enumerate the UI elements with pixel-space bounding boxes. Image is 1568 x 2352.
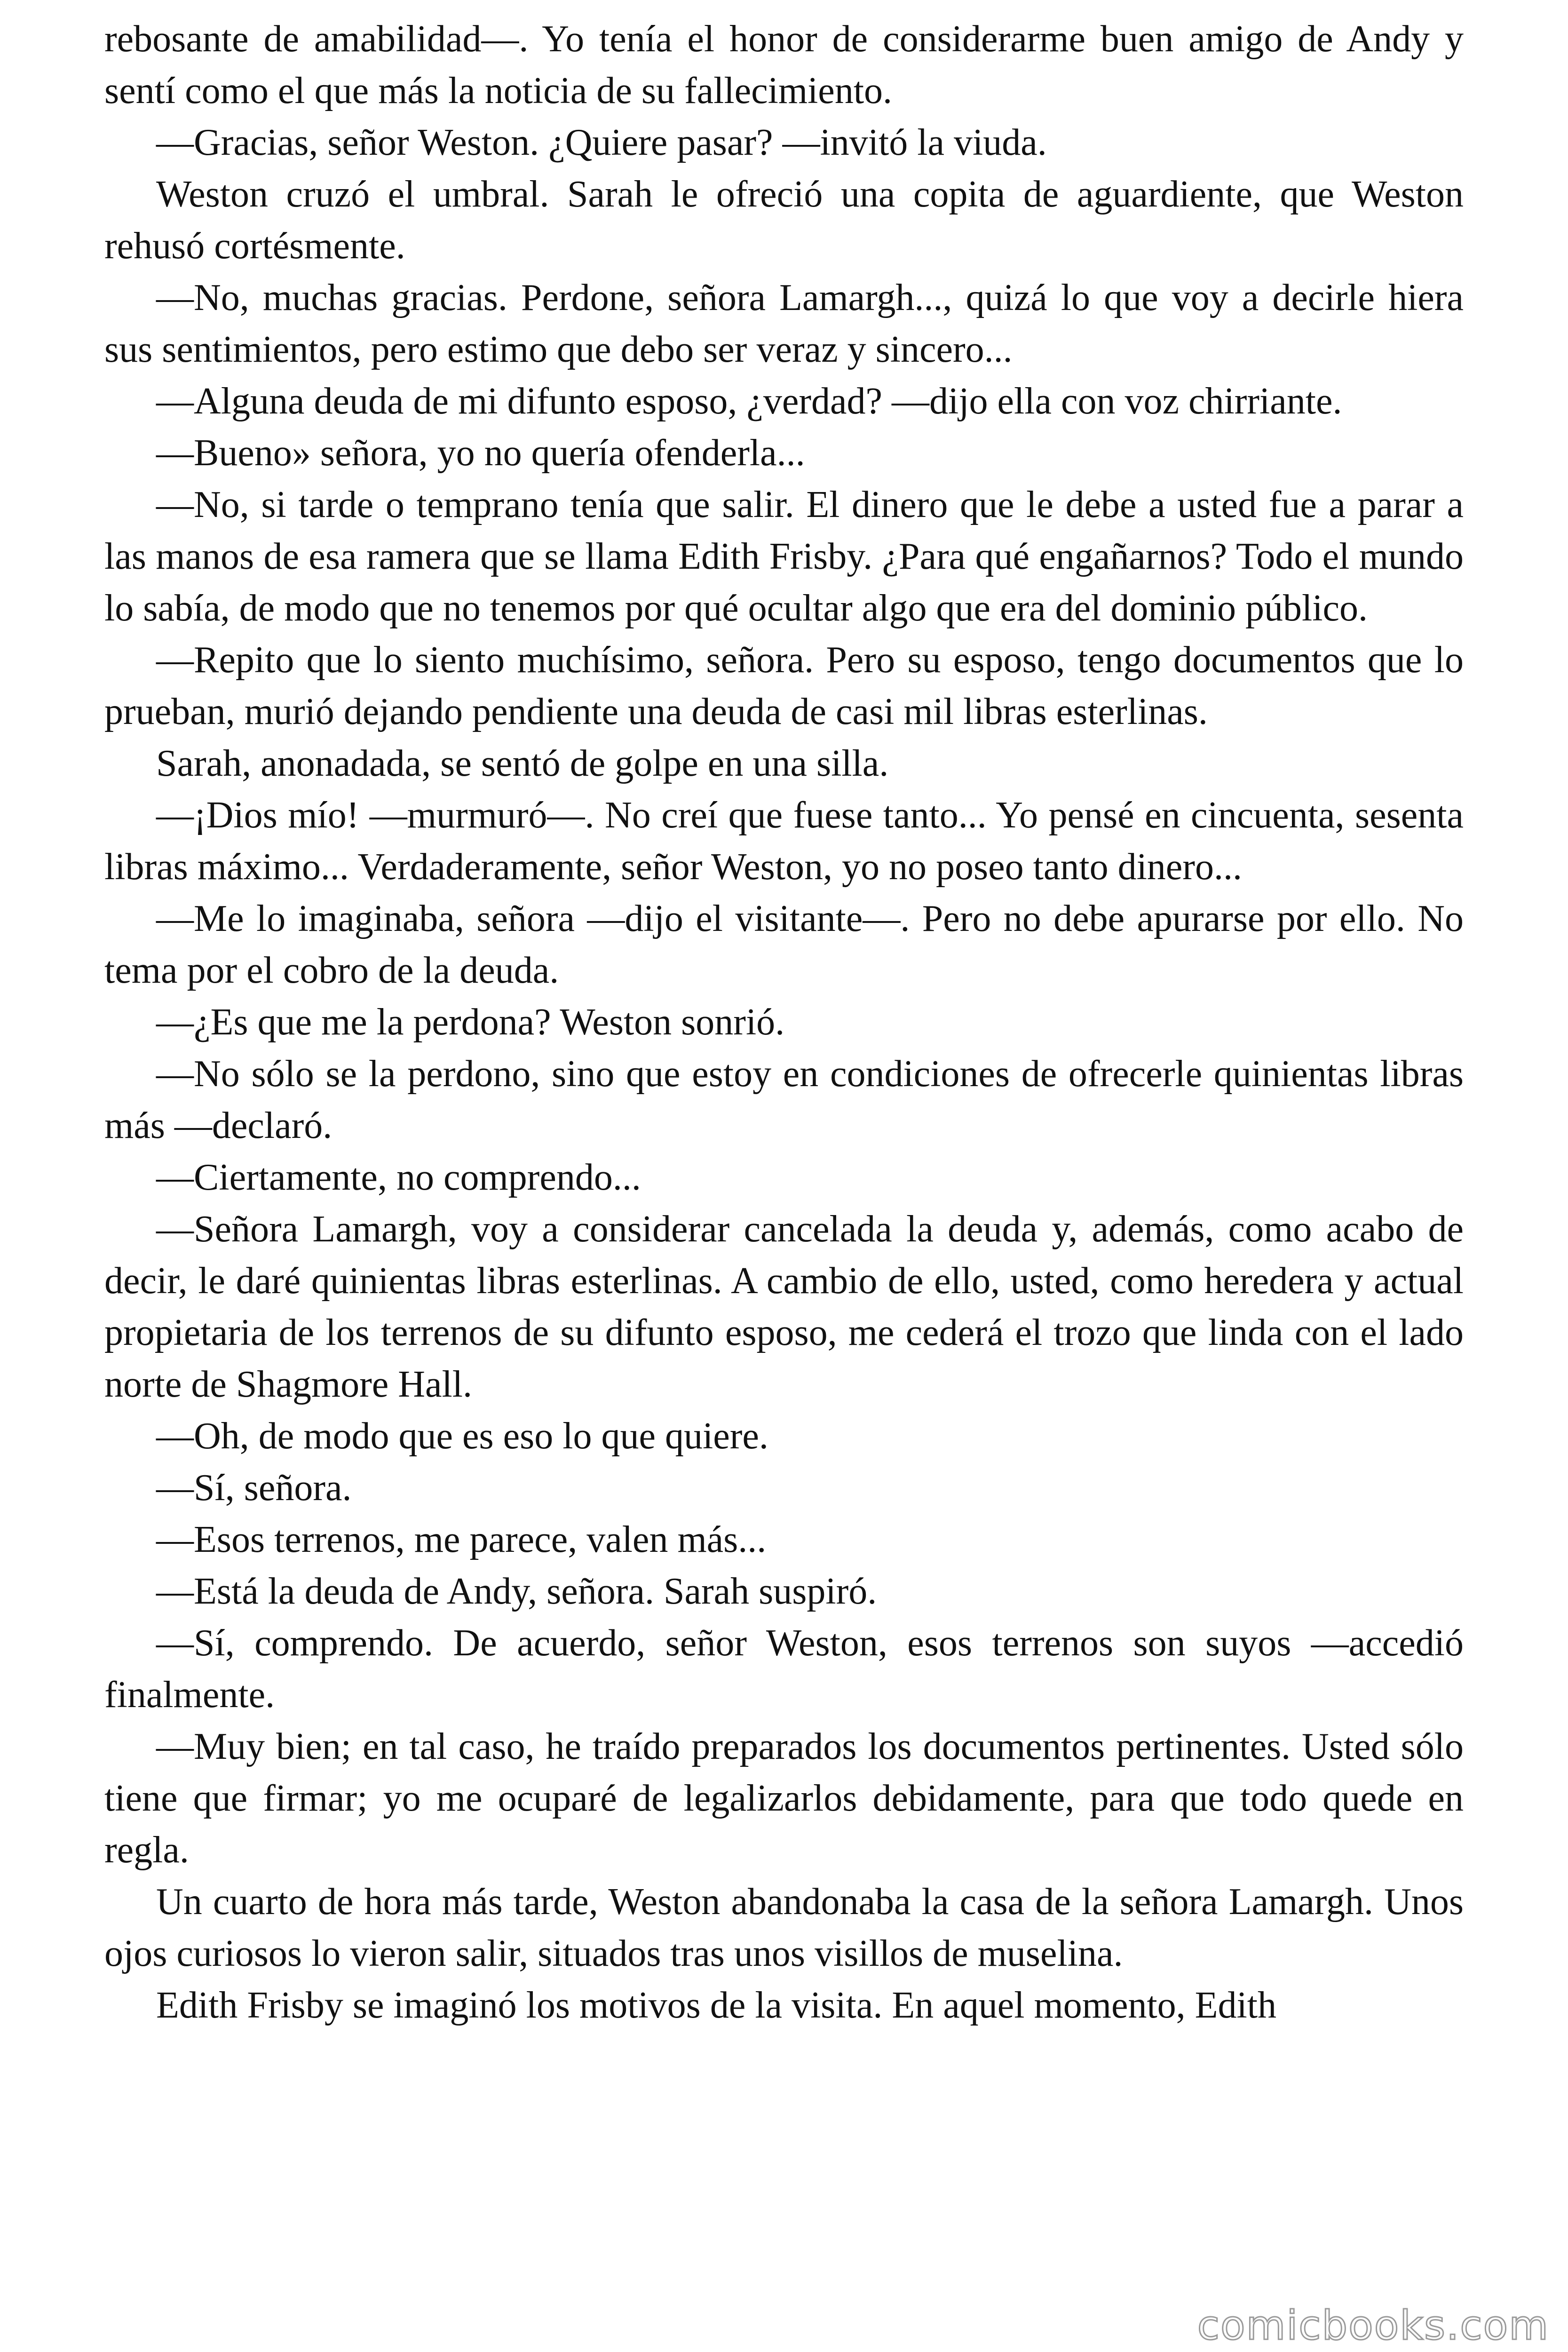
site-watermark: comicbooks.com [1197, 2302, 1549, 2349]
paragraph: rebosante de amabilidad—. Yo tenía el honor de considerarme buen amigo de Andy y sentí como el que más la noticia de su fallecimiento. [104, 18, 1464, 111]
paragraph: —Bueno» señora, yo no quería ofenderla... [156, 432, 805, 474]
paragraph: —Sí, señora. [156, 1467, 352, 1509]
paragraph: —Oh, de modo que es eso lo que quiere. [156, 1415, 768, 1457]
paragraph: —No, muchas gracias. Perdone, señora Lamargh..., quizá lo que voy a decirle hiera sus sentimientos, pero estimo que debo ser veraz y sincero... [104, 277, 1464, 370]
paragraph: Edith Frisby se imaginó los motivos de la visita. En aquel momento, Edith [156, 1985, 1276, 2026]
paragraph: Sarah, anonadada, se sentó de golpe en una silla. [156, 743, 889, 784]
paragraph: —Repito que lo siento muchísimo, señora. Pero su esposo, tengo documentos que lo prueban, murió dejando pendiente una deuda de casi mil libras esterlinas. [104, 639, 1464, 732]
paragraph: —Está la deuda de Andy, señora. Sarah suspiró. [156, 1571, 877, 1612]
paragraph: —Esos terrenos, me parece, valen más... [156, 1519, 767, 1560]
paragraph: —Alguna deuda de mi difunto esposo, ¿verdad? —dijo ella con voz chirriante. [156, 381, 1342, 422]
paragraph: Weston cruzó el umbral. Sarah le ofreció una copita de aguardiente, que Weston rehusó cortésmente. [104, 174, 1464, 267]
paragraph: —Sí, comprendo. De acuerdo, señor Weston, esos terrenos son suyos —accedió finalmente. [104, 1622, 1464, 1716]
paragraph: —Muy bien; en tal caso, he traído preparados los documentos pertinentes. Usted sólo tiene que firmar; yo me ocuparé de legalizarlos debidamente, para que todo quede en regla. [104, 1726, 1464, 1871]
paragraph: —No sólo se la perdono, sino que estoy en condiciones de ofrecerle quinientas libras más —declaró. [104, 1053, 1464, 1146]
paragraph: —Gracias, señor Weston. ¿Quiere pasar? —invitó la viuda. [156, 122, 1047, 163]
paragraph: —¡Dios mío! —murmuró—. No creí que fuese tanto... Yo pensé en cincuenta, sesenta libras máximo... Verdaderamente, señor Weston, yo no poseo tanto dinero... [104, 795, 1464, 888]
paragraph: —¿Es que me la perdona? Weston sonrió. [156, 1001, 785, 1043]
paragraph: —Ciertamente, no comprendo... [156, 1157, 641, 1198]
paragraph: —Me lo imaginaba, señora —dijo el visitante—. Pero no debe apurarse por ello. No tema por el cobro de la deuda. [104, 898, 1464, 991]
book-page [104, 13, 1464, 2318]
paragraph: Un cuarto de hora más tarde, Weston abandonaba la casa de la señora Lamargh. Unos ojos curiosos lo vieron salir, situados tras unos visillos de muselina. [104, 1881, 1464, 1974]
paragraph: —Señora Lamargh, voy a considerar cancelada la deuda y, además, como acabo de decir, le daré quinientas libras esterlinas. A cambio de ello, usted, como heredera y actual propietaria de los terrenos de su difunto esposo, me cederá el trozo que linda con el lado norte de Shagmore Hall. [104, 1208, 1464, 1405]
paragraph: —No, si tarde o temprano tenía que salir. El dinero que le debe a usted fue a parar a las manos de esa ramera que se llama Edith Frisby. ¿Para qué engañarnos? Todo el mundo lo sabía, de modo que no tenemos por qué ocultar algo que era del dominio público. [104, 484, 1464, 629]
